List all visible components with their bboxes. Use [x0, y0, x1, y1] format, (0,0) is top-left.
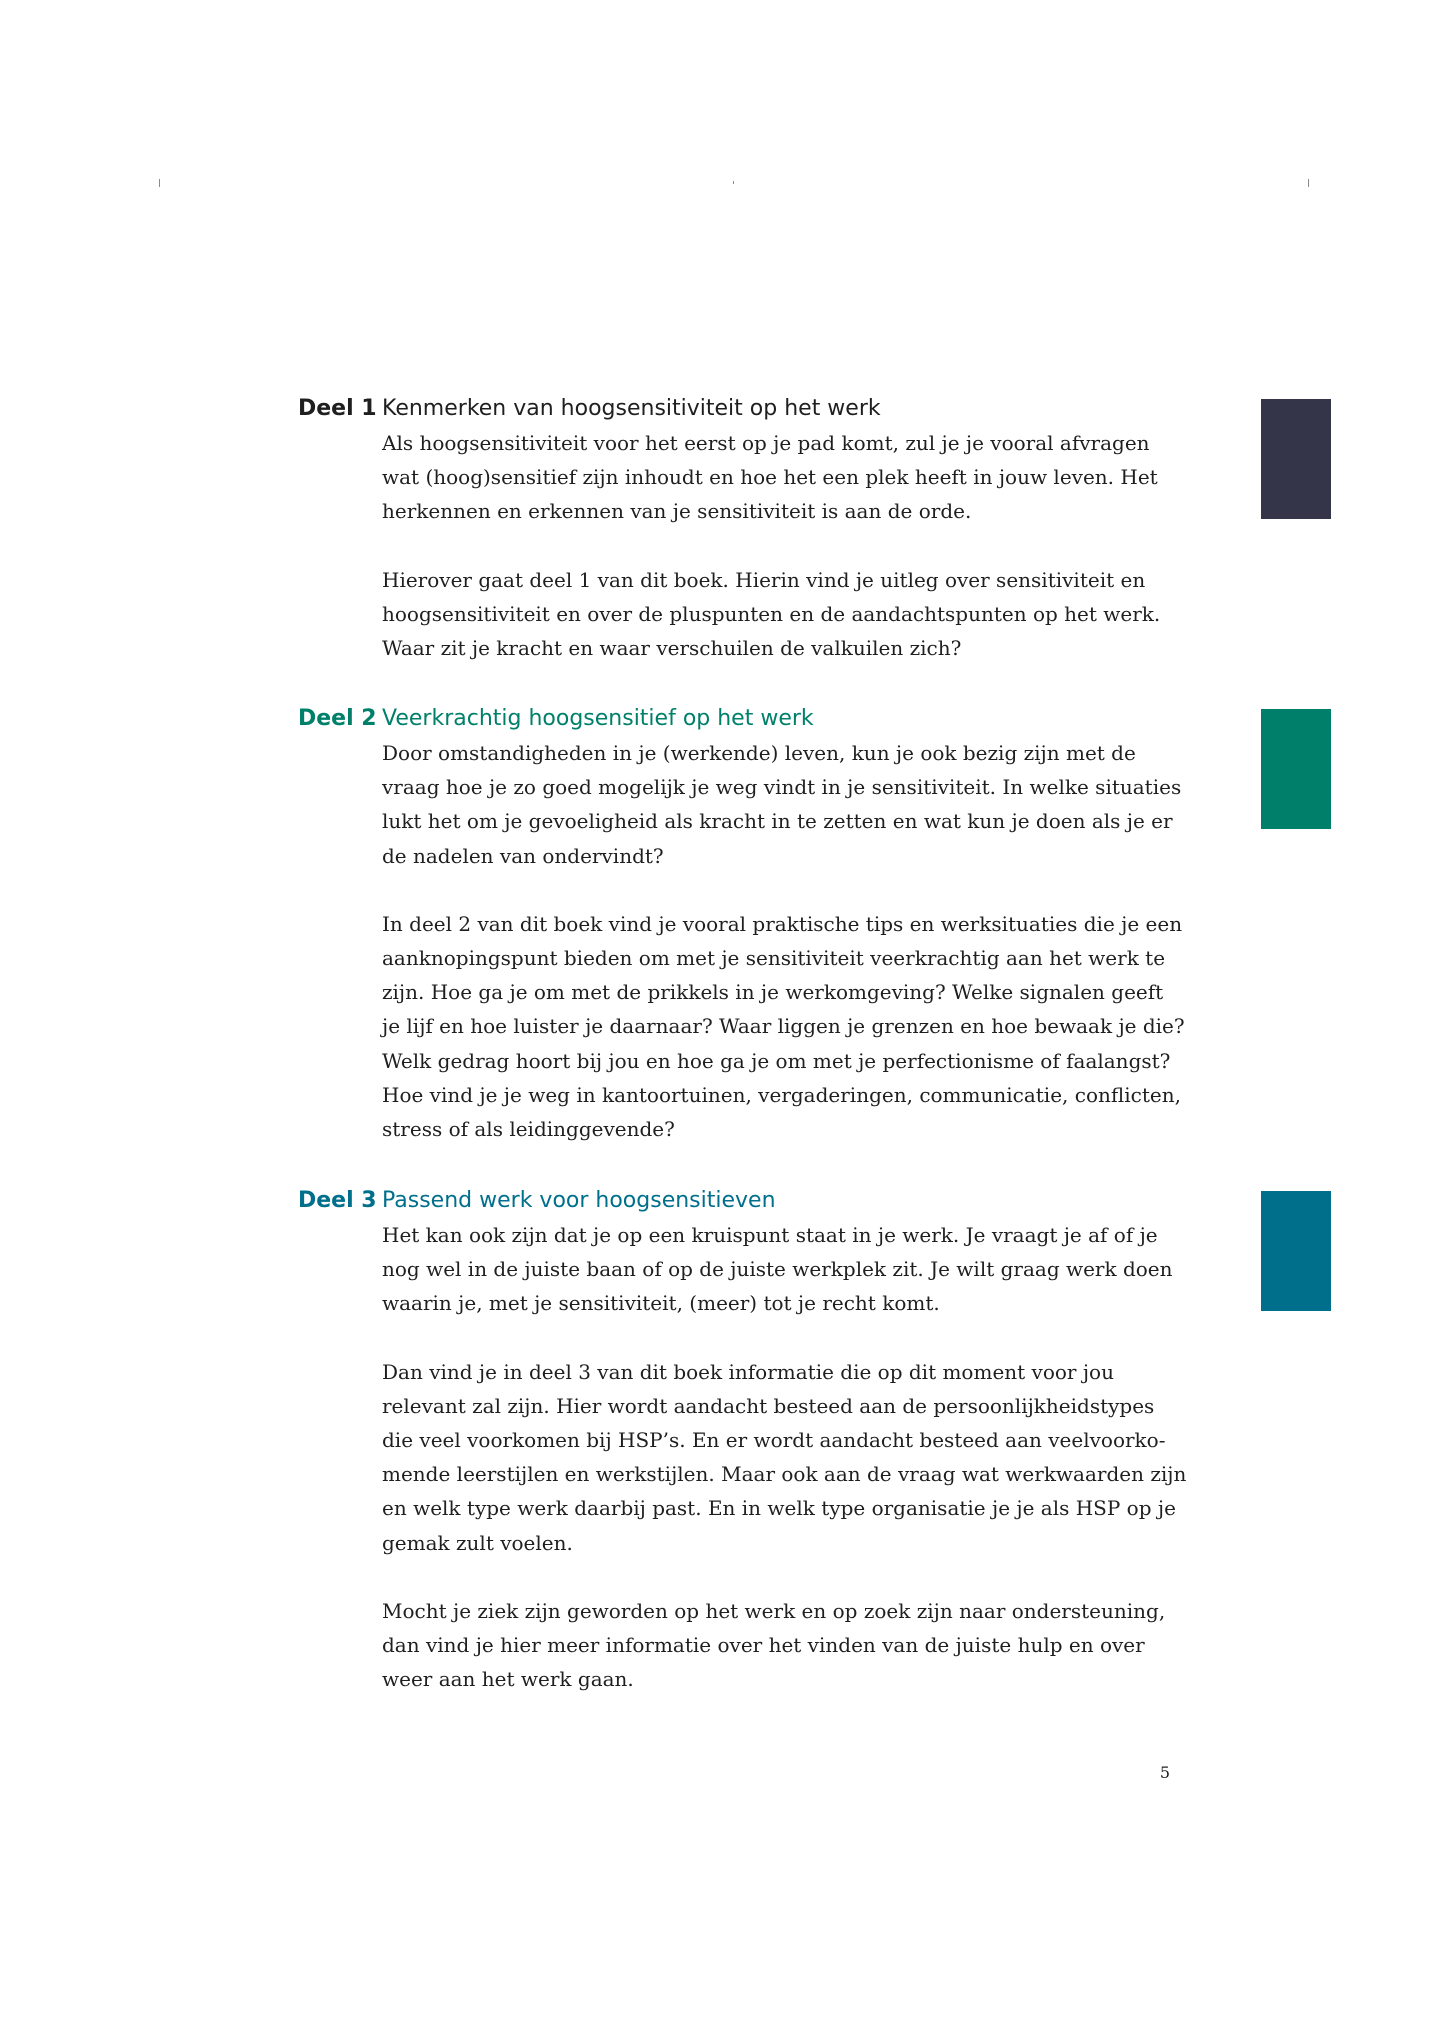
text-line: Welk gedrag hoort bij jou en hoe ga je om met je perfectionisme of faalangst? [382, 1048, 1171, 1073]
text-line: weer aan het werk gaan. [382, 1667, 634, 1692]
section-part-2 [298, 702, 1185, 1146]
part-2-color-tab [1261, 709, 1331, 829]
text-line: Hoe vind je je weg in kantoortuinen, vergaderingen, communicatie, conflicten, [382, 1082, 1181, 1107]
section-heading [298, 702, 1178, 736]
text-line: wat (hoog)sensitief zijn inhoudt en hoe het een plek heeft in jouw leven. Het [382, 465, 1158, 490]
text-line: gemak zult voelen. [382, 1530, 573, 1555]
crop-mark-left [159, 179, 160, 187]
text-line: Waar zit je kracht en waar verschuilen de valkuilen zich? [382, 636, 962, 661]
paragraph [382, 1594, 1182, 1697]
section-body [382, 1218, 1187, 1696]
part-title: Kenmerken van hoogsensitiviteit op het werk [382, 396, 881, 421]
text-line: stress of als leidinggevende? [382, 1117, 675, 1142]
part-label: Deel 3 [298, 1188, 377, 1213]
part-label: Deel 2 [298, 706, 377, 731]
page-number: 5 [1159, 1763, 1170, 1782]
text-line: de nadelen van ondervindt? [382, 843, 664, 868]
section-heading [298, 392, 1178, 426]
section-part-3 [298, 1184, 1187, 1696]
section-part-1 [298, 392, 1178, 665]
text-line: lukt het om je gevoeligheid als kracht in te zetten en wat kun je doen als je er [382, 809, 1173, 834]
crop-mark-right [1308, 179, 1309, 187]
paragraph [382, 426, 1182, 529]
paragraph [382, 907, 1185, 1146]
text-line: aanknopingspunt bieden om met je sensitiviteit veerkrachtig aan het werk te [382, 946, 1166, 971]
text-line: Mocht je ziek zijn geworden op het werk en op zoek zijn naar ondersteuning, [382, 1598, 1166, 1623]
section-body [382, 736, 1185, 1146]
text-line: en welk type werk daarbij past. En in welk type organisatie je je als HSP op je [382, 1496, 1176, 1521]
part-label: Deel 1 [298, 396, 377, 421]
text-line: die veel voorkomen bij HSP’s. En er wordt aandacht besteed aan veelvoorko- [382, 1428, 1166, 1453]
text-line: Hierover gaat deel 1 van dit boek. Hierin vind je uitleg over sensitiviteit en [382, 567, 1146, 592]
section-body [382, 426, 1182, 665]
part-title: Passend werk voor hoogsensitieven [382, 1188, 776, 1213]
text-line: Als hoogsensitiviteit voor het eerst op je pad komt, zul je je vooral afvragen [382, 431, 1150, 455]
text-line: relevant zal zijn. Hier wordt aandacht besteed aan de persoonlijkheidstypes [382, 1393, 1155, 1418]
text-line: vraag hoe je zo goed mogelijk je weg vindt in je sensitiviteit. In welke situaties [382, 775, 1182, 800]
text-line: hoogsensitiviteit en over de pluspunten en de aandachtspunten op het werk. [382, 601, 1161, 626]
text-line: Door omstandigheden in je (werkende) leven, kun je ook bezig zijn met de [382, 741, 1136, 765]
crop-mark-center [733, 181, 734, 184]
paragraph [382, 736, 1182, 873]
text-line: waarin je, met je sensitiviteit, (meer) tot je recht komt. [382, 1291, 940, 1316]
text-line: herkennen en erkennen van je sensitiviteit is aan de orde. [382, 499, 972, 524]
text-line: Het kan ook zijn dat je op een kruispunt staat in je werk. Je vraagt je af of je [382, 1223, 1158, 1247]
text-line: mende leerstijlen en werkstijlen. Maar ook aan de vraag wat werkwaarden zijn [382, 1462, 1187, 1487]
paragraph [382, 1355, 1187, 1560]
paragraph [382, 1218, 1182, 1321]
text-line: nog wel in de juiste baan of op de juiste werkplek zit. Je wilt graag werk doen [382, 1257, 1173, 1282]
paragraph [382, 563, 1182, 666]
part-1-color-tab [1261, 399, 1331, 519]
text-line: dan vind je hier meer informatie over het vinden van de juiste hulp en over [382, 1633, 1145, 1658]
part-3-color-tab [1261, 1191, 1331, 1311]
text-line: zijn. Hoe ga je om met de prikkels in je werkomgeving? Welke signalen geeft [382, 980, 1164, 1005]
text-line: In deel 2 van dit boek vind je vooral praktische tips en werksituaties die je een [382, 911, 1183, 936]
part-title: Veerkrachtig hoogsensitief op het werk [382, 706, 814, 731]
section-heading [298, 1184, 1178, 1218]
text-line: Dan vind je in deel 3 van dit boek informatie die op dit moment voor jou [382, 1359, 1114, 1384]
text-line: je lijf en hoe luister je daarnaar? Waar liggen je grenzen en hoe bewaak je die? [382, 1014, 1185, 1039]
